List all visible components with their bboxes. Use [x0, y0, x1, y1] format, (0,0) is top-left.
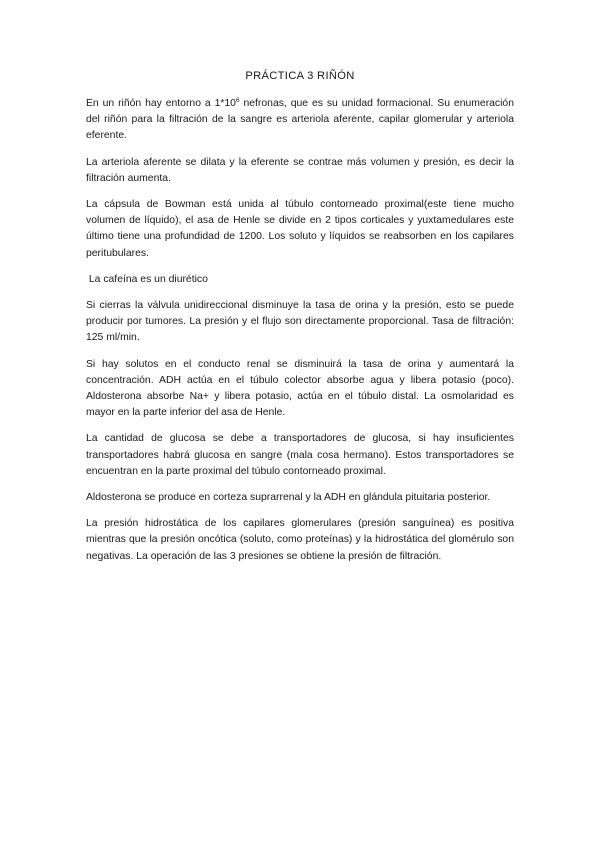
document-title: PRÁCTICA 3 RIÑÓN: [245, 70, 355, 82]
exponent: 6: [235, 97, 240, 104]
paragraph-bowman-capsule: La cápsula de Bowman está unida al túbulo contorneado proximal(este tiene mucho volumen de líquido), el asa de Henle se divide en 2 tipos corticales y yuxtamedulares este último tiene una profundidad de 1200. Los soluto y líquidos se reabsorben en los capilares peritubulares.: [86, 199, 514, 259]
paragraph-solutes-adh: Si hay solutos en el conducto renal se disminuirá la tasa de orina y aumentará la concentración. ADH actúa en el túbulo colector absorbe agua y libera potasio (poco). Aldosterona absorbe Na+ y libera potasio, actúa en el túbulo distal. La osmolaridad es mayor en la parte inferior del asa de Henle.: [86, 358, 514, 419]
document-body: [86, 96, 514, 575]
paragraph-nephrons: [86, 96, 514, 145]
paragraph-nephrons-start: En un riñón hay entorno a 1*10: [86, 98, 236, 109]
paragraph-pressures: La presión hidrostática de los capilares glomerulares (presión sanguínea) es positiva mientras que la presión oncótica (soluto, como proteínas) y la hidrostática del glomérulo son negativas. La operación de las 3 presiones se obtiene la presión de filtración.: [86, 518, 514, 562]
paragraph-nephrons-end: nefronas, que es su unidad formacional. Su enumeración del riñón para la filtración de la sangre es arteriola aferente, capilar glomerular y arteriola eferente.: [86, 98, 514, 142]
paragraph-valve: Si cierras la válvula unidireccional disminuye la tasa de orina y la presión, esto se puede producir por tumores. La presión y el flujo son directamente proporcional. Tasa de filtración: 125 ml/min.: [86, 300, 514, 344]
paragraph-caffeine: La cafeína es un diurético: [86, 273, 208, 285]
paragraph-glucose: La cantidad de glucosa se debe a transportadores de glucosa, si hay insuficientes transportadores habrá glucosa en sangre (mala cosa hermano). Estos transportadores se encuentran en la parte proximal del túbulo contorneado proximal.: [86, 433, 514, 477]
paragraph-aldosterone: Aldosterona se produce en corteza suprarrenal y la ADH en glándula pituitaria posterior.: [86, 492, 491, 504]
paragraph-arterioles: La arteriola aferente se dilata y la eferente se contrae más volumen y presión, es decir la filtración aumenta.: [86, 156, 514, 184]
